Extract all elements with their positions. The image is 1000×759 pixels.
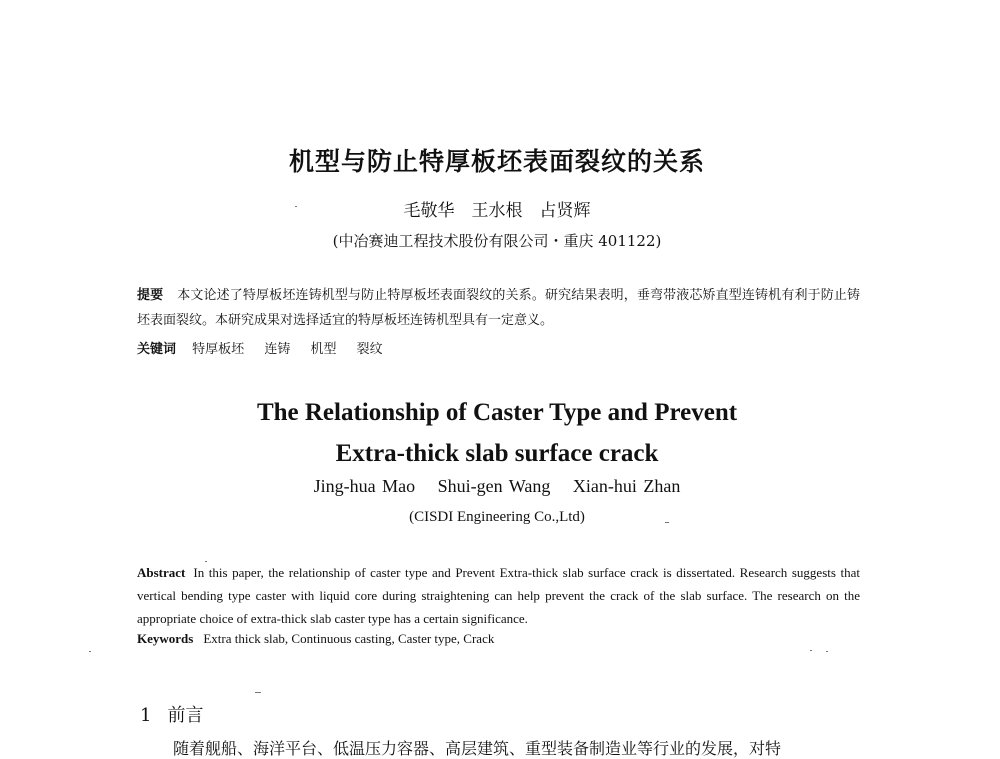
english-abstract-label: Abstract xyxy=(137,565,186,580)
english-title-line-1: The Relationship of Caster Type and Prevent xyxy=(256,399,738,426)
chinese-abstract-label: 提要 xyxy=(137,288,164,303)
english-keywords xyxy=(137,631,860,647)
scan-speck xyxy=(89,651,91,652)
section-heading xyxy=(140,701,203,727)
section-body-first-line: 随着舰船、海洋平台、低温压力容器、高层建筑、重型装备制造业等行业的发展，对特 xyxy=(173,739,782,758)
chinese-abstract-text: 本文论述了特厚板坯连铸机型与防止特厚板坯表面裂纹的关系。研究结果表明，垂弯带液芯矫直型连铸机有利于防止铸坯表面裂纹。本研究成果对选择适宜的特厚板坯连铸机型具有一定意义。 xyxy=(137,288,860,328)
scan-speck xyxy=(810,650,812,651)
chinese-keywords xyxy=(137,338,860,357)
chinese-affiliation: (中冶赛迪工程技术股份有限公司・重庆 401122) xyxy=(332,232,662,250)
scan-speck xyxy=(665,522,669,523)
english-abstract-text: In this paper, the relationship of caster type and Prevent Extra-thick slab surface crack is dissertated. Research suggests that vertical bending type caster with liquid core during straightening can help prevent the crack of the slab surface. The research on the appropriate choice of extra-thick slab caster type has a certain significance. xyxy=(137,565,860,626)
chinese-keyword: 连铸 xyxy=(264,342,291,357)
english-keywords-label: Keywords xyxy=(137,631,194,646)
english-abstract xyxy=(137,561,860,630)
english-author: Jing-hua Mao xyxy=(313,476,416,496)
scan-speck xyxy=(826,651,828,652)
english-keywords-text: Extra thick slab, Continuous casting, Caster type, Crack xyxy=(203,631,495,646)
section-title: 前言 xyxy=(167,705,204,726)
english-title-line-2: Extra-thick slab surface crack xyxy=(335,440,659,467)
chinese-authors: 毛敬华 王水根 占贤辉 xyxy=(403,201,591,221)
chinese-keyword: 裂纹 xyxy=(356,342,383,357)
scan-speck xyxy=(205,561,207,562)
section-number: 1 xyxy=(140,705,152,726)
chinese-keyword: 机型 xyxy=(310,342,337,357)
chinese-keywords-label: 关键词 xyxy=(137,342,177,357)
english-authors xyxy=(0,476,994,497)
english-affiliation: (CISDI Engineering Co.,Ltd) xyxy=(409,509,585,525)
english-title xyxy=(0,392,994,474)
chinese-keyword: 特厚板坯 xyxy=(192,342,245,357)
english-author: Xian-hui Zhan xyxy=(572,476,681,496)
chinese-abstract xyxy=(137,283,860,333)
english-author: Shui-gen Wang xyxy=(437,476,551,496)
scan-speck xyxy=(295,206,297,207)
chinese-title: 机型与防止特厚板坯表面裂纹的关系 xyxy=(288,147,705,176)
scan-speck xyxy=(255,692,261,693)
